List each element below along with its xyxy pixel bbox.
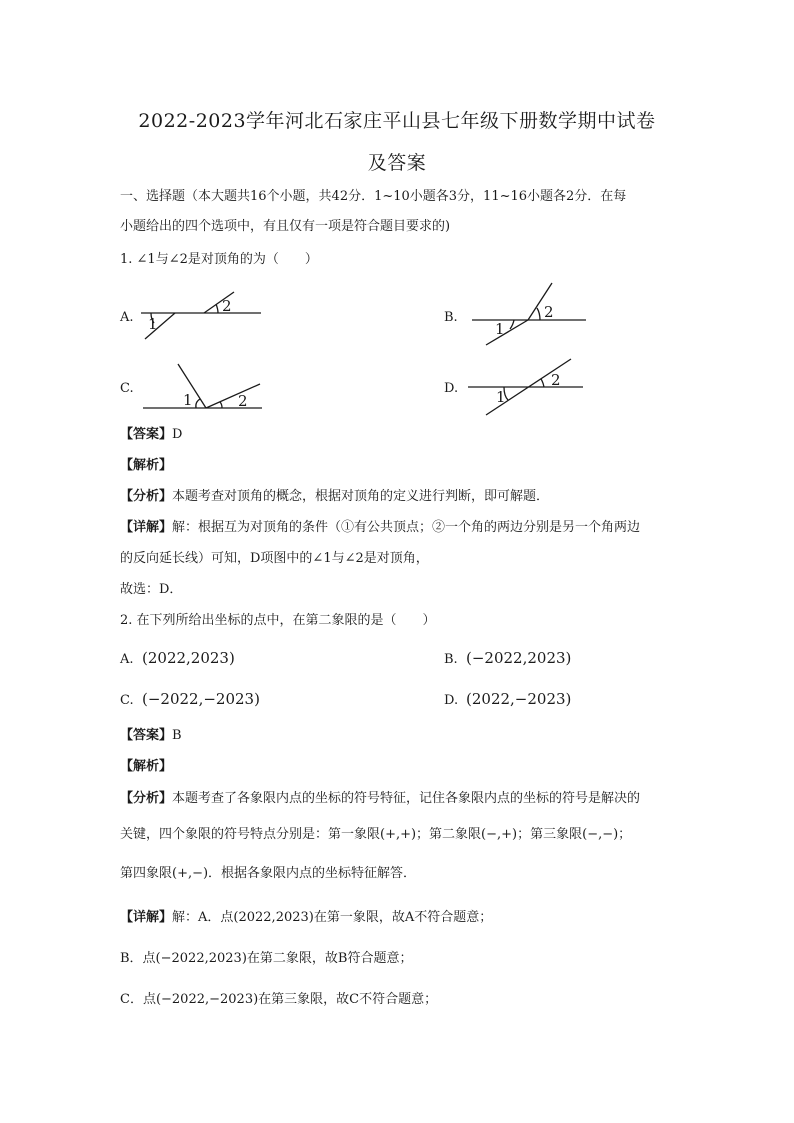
q1-c-angle1-label: 1 bbox=[183, 391, 193, 409]
q1-fenxi bbox=[120, 489, 549, 505]
q1-a-angle2-label: 2 bbox=[222, 297, 232, 315]
q2-c-value: (−2022,−2023) bbox=[142, 690, 260, 708]
q1-d-angle1-label: 1 bbox=[496, 388, 506, 406]
q1-option-b-letter: B. bbox=[444, 310, 458, 325]
detail-tag: 【详解】 bbox=[120, 520, 173, 535]
q1-option-a-figure bbox=[138, 292, 268, 344]
page-title-line1: 2022-2023学年河北石家庄平山县七年级下册数学期中试卷 bbox=[138, 110, 656, 132]
q1-option-c-figure bbox=[140, 360, 265, 412]
section-header-cont: 小题给出的四个选项中，有且仅有一项是符合题目要求的) bbox=[120, 219, 451, 234]
q1-answer bbox=[120, 427, 182, 443]
q2-a-value: (2022,2023) bbox=[142, 649, 235, 667]
q2-detail-b: B．点(−2022,2023)在第二象限，故B符合题意； bbox=[120, 951, 413, 966]
q2-detail-a: 解：A．点(2022,2023)在第一象限，故A不符合题意； bbox=[172, 910, 493, 925]
q1-option-d-figure bbox=[466, 357, 586, 417]
q2-option-c bbox=[120, 691, 260, 709]
fenxi-tag: 【分析】 bbox=[120, 791, 173, 806]
q1-option-b-figure bbox=[466, 283, 591, 348]
q2-option-d bbox=[444, 691, 571, 709]
q1-fenxi-text: 本题考查对顶角的概念，根据对顶角的定义进行判断，即可解题． bbox=[172, 489, 550, 504]
q2-stem: 2. 在下列所给出坐标的点中，在第二象限的是（ ） bbox=[120, 613, 436, 628]
q1-option-c-letter: C. bbox=[120, 381, 134, 396]
q2-b-letter: B. bbox=[444, 652, 458, 667]
q1-b-angle1-label: 1 bbox=[495, 320, 505, 338]
q1-stem: 1. ∠1与∠2是对顶角的为（ ） bbox=[120, 252, 318, 267]
q2-fenxi-cont1: 关键，四个象限的符号特点分别是：第一象限(+,+)；第二象限(−,+)；第三象限(−,−)； bbox=[120, 827, 632, 842]
q1-conclusion: 故选：D． bbox=[120, 582, 183, 597]
fenxi-tag: 【分析】 bbox=[120, 489, 173, 504]
q1-answer-value: D bbox=[172, 427, 183, 442]
q2-d-letter: D. bbox=[444, 693, 459, 708]
q2-b-value: (−2022,2023) bbox=[466, 649, 572, 667]
q2-detail bbox=[120, 910, 492, 926]
q2-fenxi-text: 本题考查了各象限内点的坐标的符号特征，记住各象限内点的坐标的符号是解决的 bbox=[172, 791, 641, 806]
q2-c-letter: C. bbox=[120, 693, 134, 708]
q1-c-angle2-label: 2 bbox=[238, 392, 248, 410]
q1-d-angle2-label: 2 bbox=[551, 371, 561, 389]
q2-answer-value: B bbox=[172, 728, 182, 743]
q1-detail-text: 解：根据互为对顶角的条件（①有公共顶点；②一个角的两边分别是另一个角两边 bbox=[172, 520, 641, 535]
detail-tag: 【详解】 bbox=[120, 910, 173, 925]
q2-option-b bbox=[444, 650, 571, 668]
q2-fenxi-cont2: 第四象限(+,−)．根据各象限内点的坐标特征解答． bbox=[120, 866, 417, 881]
section-header: 一、选择题（本大题共16个小题，共42分．1~10小题各3分，11~16小题各2分．在每 bbox=[120, 189, 627, 204]
q2-option-a bbox=[120, 650, 235, 668]
q1-option-a-letter: A. bbox=[120, 310, 134, 325]
q2-answer bbox=[120, 728, 182, 744]
answer-tag: 【答案】 bbox=[120, 728, 173, 743]
q2-a-letter: A. bbox=[120, 652, 134, 667]
page-title-line2: 及答案 bbox=[367, 152, 427, 174]
q2-analysis-tag: 【解析】 bbox=[120, 759, 173, 774]
q1-b-angle2-label: 2 bbox=[544, 303, 554, 321]
q2-detail-c: C．点(−2022,−2023)在第三象限，故C不符合题意； bbox=[120, 992, 438, 1007]
q1-detail-cont: 的反向延长线）可知，D项图中的∠1与∠2是对顶角， bbox=[120, 551, 429, 566]
answer-tag: 【答案】 bbox=[120, 427, 173, 442]
q1-detail bbox=[120, 520, 640, 536]
q1-a-angle1-label: 1 bbox=[148, 315, 158, 333]
q2-fenxi bbox=[120, 791, 640, 807]
q1-option-d-letter: D. bbox=[444, 381, 459, 396]
q2-d-value: (2022,−2023) bbox=[466, 690, 572, 708]
q1-analysis-tag: 【解析】 bbox=[120, 458, 173, 473]
